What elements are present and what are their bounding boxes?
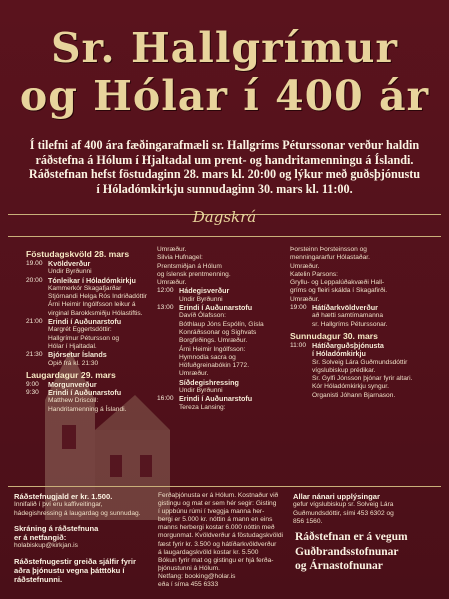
event-detail: Silvia Hufnagel:	[157, 254, 203, 262]
lodging-text: þjónustunni á Hólum.	[158, 564, 220, 572]
spacer	[14, 585, 154, 591]
event-name: Kvöldverður	[48, 259, 91, 268]
event-time	[290, 350, 312, 358]
info-heading: ráðstefnunni.	[14, 575, 63, 585]
lodging-text: bergi er 5.000 kr. nóttin á mann en eins	[158, 516, 273, 524]
lodging-text: Bókun fyrir mat og gistingu er hjá ferða-	[158, 556, 274, 564]
event-name: Bjórsetur Íslands	[48, 350, 107, 360]
program-event	[26, 351, 154, 359]
program-event	[26, 389, 154, 397]
poster-title-line1: Sr. Hallgrímur	[50, 24, 399, 72]
event-detail: sr. Hallgríms Péturssonar.	[312, 320, 388, 328]
program-event	[26, 277, 154, 285]
organizers	[295, 530, 445, 574]
organizers-line: Ráðstefnan er á vegum	[295, 531, 408, 543]
info-heading: aðra þjónustu vegna þátttöku í	[14, 565, 125, 575]
info-heading: er á netfangið:	[14, 533, 67, 542]
event-detail: Handritamenning á Íslandi.	[48, 405, 127, 413]
event-detail: Umræður.	[290, 295, 320, 303]
event-detail: að hætti samtímamanna	[312, 312, 384, 320]
poster-title-line2: og Hólar í 400 ár	[19, 72, 430, 120]
info-text: Guðmundsdóttir, sími 453 6302 og	[293, 509, 394, 517]
event-time: 16:00	[157, 395, 174, 403]
event-time: 19:00	[290, 304, 307, 312]
event-name: Erindi í Auðunarstofu	[48, 388, 122, 398]
event-detail: Þorsteinn Þorsteinsson og	[290, 246, 367, 253]
info-text: gefur vígslubiskup sr. Solveig Lára	[293, 501, 394, 509]
event-detail: Árni Heimir Ingólfsson leikur á	[48, 301, 136, 309]
event-time: 12:00	[157, 287, 174, 295]
event-name: Hátíðarguðsþjónusta	[312, 340, 384, 350]
event-detail: virginal Barokksmiðju Hólastiftis.	[48, 309, 143, 317]
organizers-line: Guðbrandsstofnunar	[295, 545, 399, 558]
contact-info	[293, 492, 443, 526]
info-heading: Ráðstefnugestir greiða sjálfir fyrir	[14, 556, 136, 566]
divider	[8, 236, 441, 237]
registration-info	[14, 492, 154, 591]
lodging-text: fæst fyrir kr. 3.500 og hátíðarkvöldverður	[158, 540, 277, 548]
lodging-text: manns herbergi kostar 6.000 nóttin með	[158, 524, 275, 532]
event-time: 21:00	[26, 318, 43, 326]
event-time: 9:00	[26, 380, 39, 388]
event-detail: Árni Heimir Ingólfsson:	[179, 345, 246, 353]
event-time: 13:00	[157, 304, 174, 312]
event-detail: Hallgrímur Pétursson og	[48, 334, 120, 342]
info-heading: Allar nánari upplýsingar	[293, 492, 380, 501]
info-heading: Ráðstefnugjald er kr. 1.500.	[14, 492, 113, 501]
event-time: 11:00	[290, 341, 307, 349]
event-detail: Gryllu- og Leppalúðakvæði Hall-	[290, 279, 385, 287]
event-name: Erindi í Auðunarstofu	[179, 303, 253, 313]
event-detail: Umræður.	[179, 370, 209, 378]
info-text: 856 1560.	[293, 517, 323, 525]
event-detail: Undir Byrðunni	[179, 387, 223, 395]
event-detail: gríms og fleiri skálda í Skagafirði.	[290, 287, 388, 295]
event-detail: Konráðssonar og Sighvats	[179, 328, 257, 336]
event-detail: Tereza Lansing:	[179, 403, 226, 411]
event-detail: Sr. Gylfi Jónsson þjónar fyrir altari.	[312, 375, 413, 383]
event-detail: Umræður.	[157, 279, 187, 287]
event-time: 9:30	[26, 389, 39, 397]
event-detail: Katelin Parsons:	[290, 270, 339, 278]
event-detail: Stjórnandi Helga Rós Indriðadóttir	[48, 293, 147, 301]
lodging-text: í uppbúnu rúmi í tveggja manna her-	[158, 508, 265, 516]
event-detail: vígslubiskup prédikar.	[312, 366, 376, 374]
event-name: Síðdegishressing	[179, 377, 239, 387]
event-detail: Höfuðgreinabókin 1772.	[179, 362, 250, 370]
event-detail: Matthew Driscoll:	[48, 397, 99, 405]
event-detail: Sr. Solveig Lára Guðmundsdóttir	[312, 358, 408, 366]
day-heading: Sunnudagur 30. mars	[290, 330, 378, 341]
intro-line: ráðstefna á Hólum í Hjaltadal um prent- og handritamenningu á Íslandi.	[35, 152, 414, 167]
lodging-text: Ferðaþjónusta er á Hólum. Kostnaður við	[158, 492, 279, 499]
lodging-text: gistingu og mat er sem hér segir: Gisting	[158, 500, 277, 508]
event-detail: Undir Byrðunni	[179, 295, 223, 303]
event-detail: Borgfirðings. Umræður.	[179, 337, 248, 345]
lodging-text: eða í síma 455 6333	[158, 581, 219, 589]
lodging-text: á laugardagskvöld kostar kr. 5.500	[158, 548, 259, 556]
lodging-info	[158, 492, 286, 589]
divider	[8, 486, 441, 487]
program-event	[290, 350, 440, 358]
event-detail: Umræður.	[290, 262, 320, 270]
event-detail: Davíð Ólafsson:	[179, 312, 226, 320]
program-column-1	[26, 247, 154, 414]
event-time: 19.00	[26, 260, 43, 267]
event-detail: Organisti Jóhann Bjarnason.	[312, 391, 396, 399]
program-event	[26, 318, 154, 326]
program-column-3	[290, 246, 440, 400]
lodging-text: Netfang: booking@holar.is	[158, 572, 236, 580]
event-detail: Kór Hóladómkirkju syngur.	[312, 383, 389, 391]
program-event	[157, 395, 289, 403]
event-detail: Undir Byrðunni	[48, 268, 92, 276]
event-name: Erindi í Auðunarstofu	[179, 394, 253, 404]
event-name: í Hóladómkirkju	[312, 349, 366, 359]
event-time: 21:30	[26, 351, 43, 359]
info-text: Innifalið í því eru kaffiveitingar,	[14, 501, 103, 509]
program-event	[157, 287, 289, 295]
program-column-2	[157, 246, 289, 412]
intro-line: í Hóladómkirkju sunnudaginn 30. mars kl. 11:00.	[96, 181, 353, 196]
day-heading: Laugardagur 29. mars	[26, 369, 116, 380]
event-detail: Umræður.	[157, 246, 187, 253]
lodging-text: morgunmat. Kvöldverður á föstudagskvöldi	[158, 532, 283, 540]
event-detail: Hymnodia sacra og	[179, 353, 236, 361]
program-event	[157, 379, 289, 387]
event-detail: Hólar í Hjaltadal.	[48, 342, 97, 350]
event-name: Morgunverður	[48, 379, 97, 389]
event-name: Tónleikar í Hóladómkirkju	[48, 275, 136, 285]
event-detail: Kammerkór Skagafjarðar	[48, 284, 122, 292]
event-detail: Opið frá kl. 21:30	[48, 359, 99, 367]
program-title: Dagskrá	[192, 208, 257, 226]
intro-line: Í tilefni af 400 ára fæðingarafmæli sr. Hallgríms Péturssonar verður haldin	[29, 138, 420, 152]
intro-line: Ráðstefnan hefst föstudaginn 28. mars kl. 20:00 og lýkur með guðsþjónustu	[28, 167, 421, 181]
info-text: hádegishressing á laugardag og sunnudag.	[14, 509, 141, 517]
event-name: Hádegisverður	[179, 286, 230, 296]
event-name: Erindi í Auðunarstofu	[48, 317, 122, 327]
day-heading: Föstudagskvöld 28. mars	[26, 249, 130, 259]
event-detail: Prentsmiðjan á Hólum	[157, 262, 222, 270]
info-heading: Skráning á ráðstefnuna	[14, 523, 99, 533]
event-time	[157, 379, 179, 387]
event-name: Hátíðarkvöldverður	[312, 303, 378, 313]
info-text: holabiskup@kirkjan.is	[14, 542, 78, 550]
event-detail: Bóthlaup Jóns Espólín, Gísla	[179, 320, 264, 328]
event-detail: og íslensk prentmenning.	[157, 270, 231, 278]
event-time: 20:00	[26, 276, 43, 284]
organizers-line: og Árnastofnunar	[295, 560, 383, 572]
event-detail: Margrét Eggertsdóttir:	[48, 326, 112, 334]
event-detail: menningararfur Hólastaðar.	[290, 254, 370, 262]
intro-text	[8, 138, 441, 196]
